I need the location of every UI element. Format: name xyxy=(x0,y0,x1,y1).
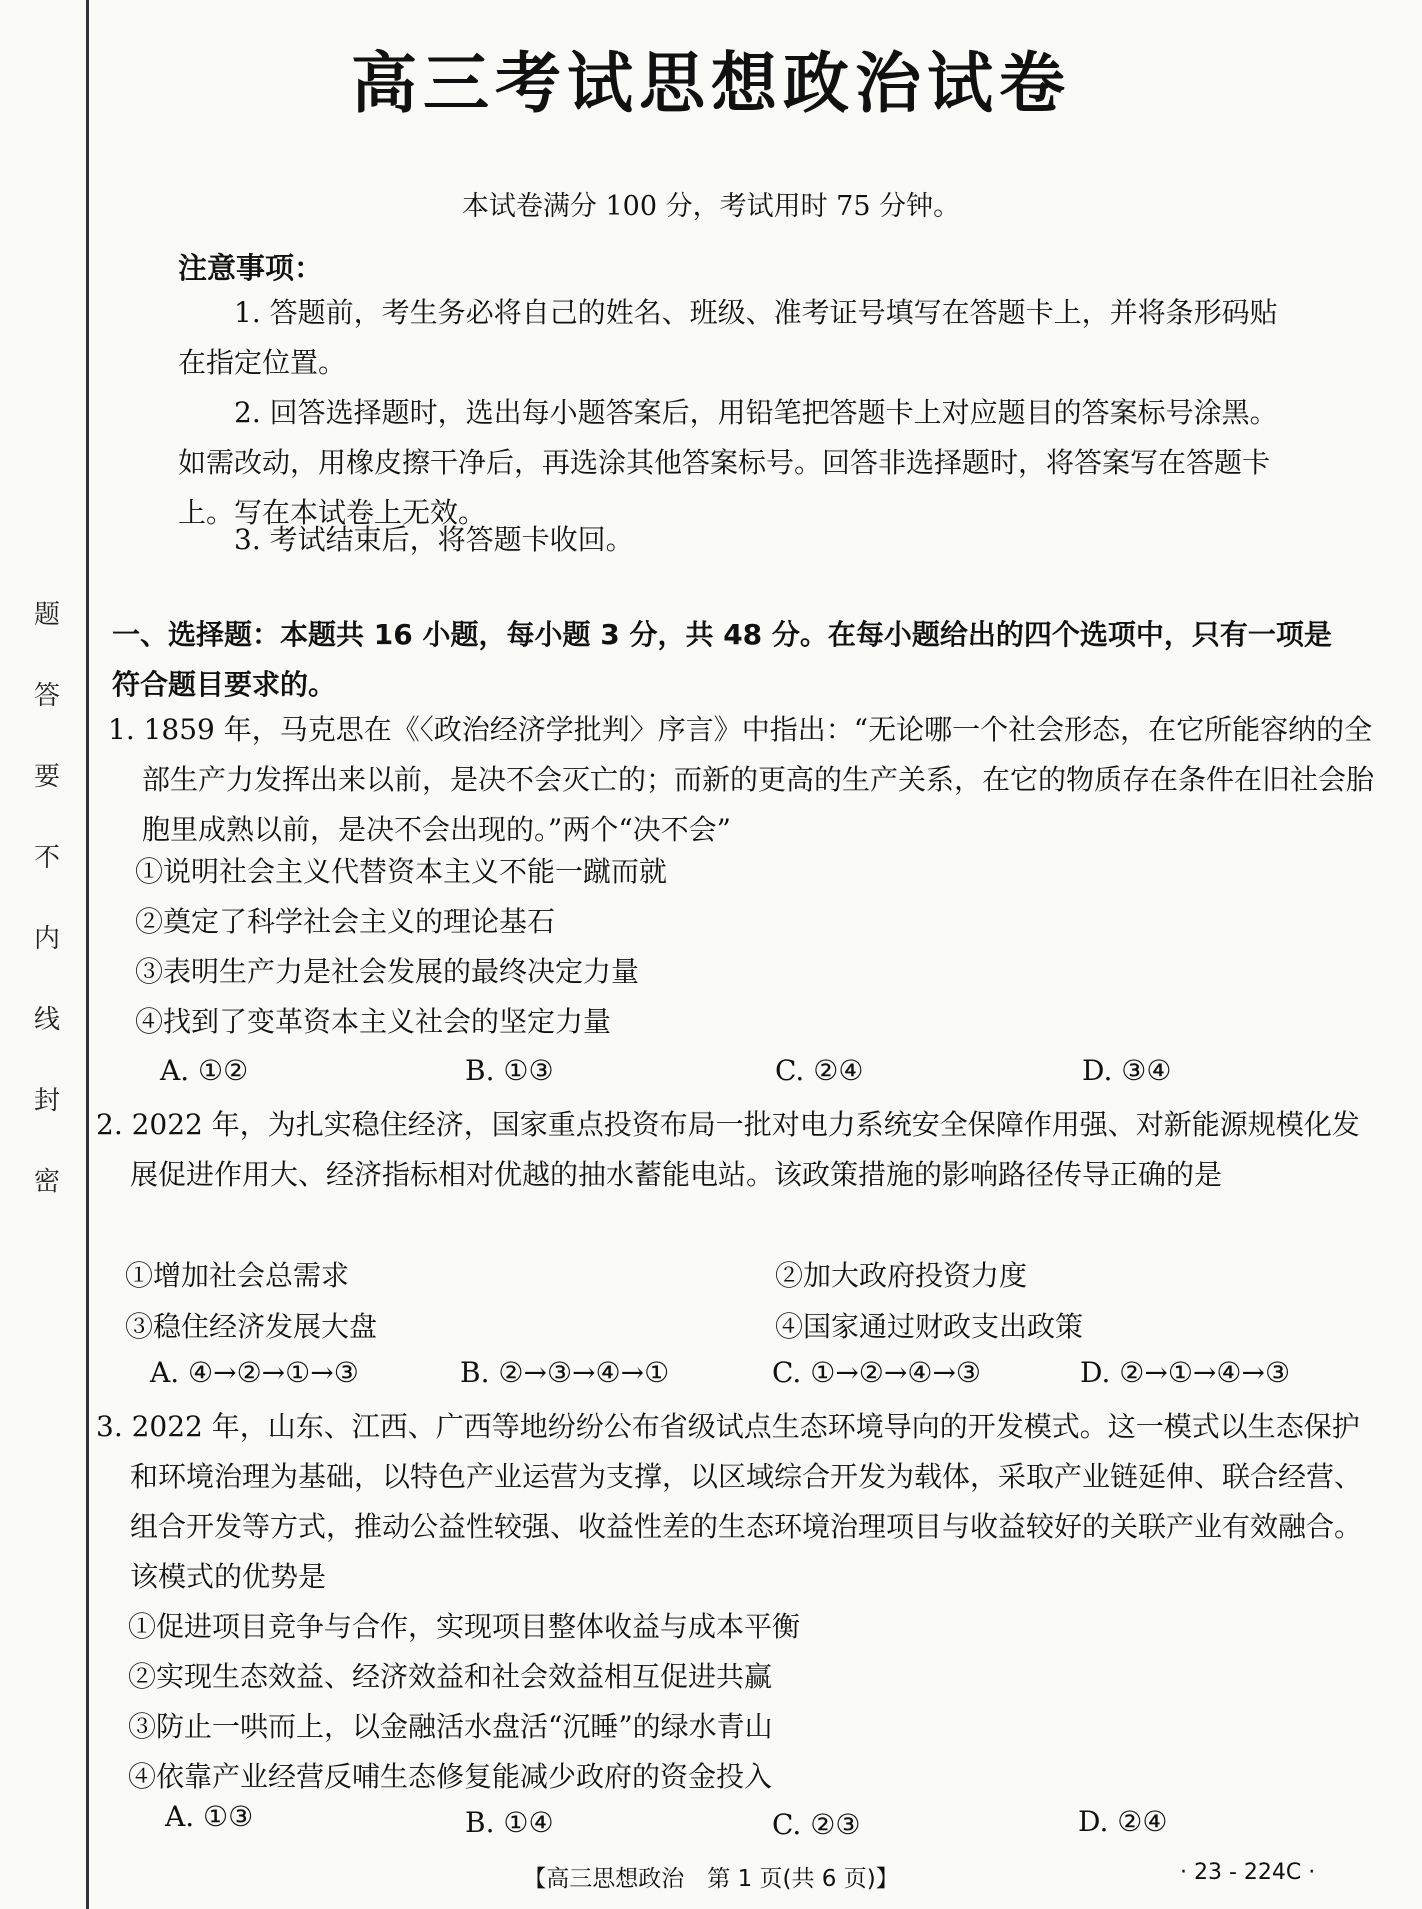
answer-choice: B. ①③ xyxy=(465,1054,554,1087)
binding-char: 封 xyxy=(33,1086,60,1116)
question-option: ②奠定了科学社会主义的理论基石 xyxy=(135,905,556,938)
question-stem: 3. 2022 年，山东、江西、广西等地纷纷公布省级试点生态环境导向的开发模式。这一模式以生态保护和环境治理为基础，以特色产业运营为支撑，以区域综合开发为载体，采取产业链延伸、联合经营、组合开发等方式，推动公益性较强、收益性差的生态环境治理项目与收益较好的关联产业有效融合。该模式的优势是 xyxy=(96,1410,1363,1593)
note-item: 2. 回答选择题时，选出每小题答案后，用铅笔把答题卡上对应题目的答案标号涂黑。如需改动，用橡皮擦干净后，再选涂其他答案标号。回答非选择题时，将答案写在答题卡上。写在本试卷上无效。 xyxy=(178,396,1278,529)
notes-heading: 注意事项： xyxy=(178,251,324,285)
binding-char: 答 xyxy=(33,681,60,711)
answer-choice: A. ④→②→①→③ xyxy=(150,1356,359,1389)
binding-char: 线 xyxy=(33,1005,60,1035)
exam-info: 本试卷满分 100 分，考试用时 75 分钟。 xyxy=(461,191,961,222)
binding-char: 内 xyxy=(33,924,60,954)
answer-choice: B. ②→③→④→① xyxy=(460,1356,670,1389)
question-stem: 1. 1859 年，马克思在《〈政治经济学批判〉序言》中指出：“无论哪一个社会形态，在它所能容纳的全部生产力发挥出来以前，是决不会灭亡的；而新的更高的生产关系，在它的物质存在条件在旧社会胎胞里成熟以前，是决不会出现的。”两个“决不会” xyxy=(108,713,1375,846)
page-footer: 【高三思想政治 第 1 页(共 6 页)】 xyxy=(523,1866,899,1892)
question-option: ④依靠产业经营反哺生态修复能减少政府的资金投入 xyxy=(128,1760,773,1793)
question-option: ③防止一哄而上，以金融活水盘活“沉睡”的绿水青山 xyxy=(128,1710,773,1743)
question-option: ①说明社会主义代替资本主义不能一蹴而就 xyxy=(135,855,668,888)
question-option: ④找到了变革资本主义社会的坚定力量 xyxy=(135,1005,612,1038)
answer-choice: D. ③④ xyxy=(1082,1054,1172,1087)
binding-char: 不 xyxy=(33,843,60,873)
binding-line xyxy=(86,0,89,1909)
binding-char: 题 xyxy=(33,600,60,630)
answer-choice: D. ②→①→④→③ xyxy=(1080,1356,1291,1389)
answer-choice: C. ①→②→④→③ xyxy=(772,1356,982,1389)
answer-choice: D. ②④ xyxy=(1078,1805,1168,1838)
question-option: ②实现生态效益、经济效益和社会效益相互促进共赢 xyxy=(128,1660,773,1693)
question-option: ③表明生产力是社会发展的最终决定力量 xyxy=(135,955,640,988)
binding-char: 密 xyxy=(33,1167,60,1197)
question-stem: 2. 2022 年，为扎实稳住经济，国家重点投资布局一批对电力系统安全保障作用强、对新能源规模化发展促进作用大、经济指标相对优越的抽水蓄能电站。该政策措施的影响路径传导正确的是 xyxy=(96,1108,1360,1191)
answer-choice: B. ①④ xyxy=(465,1806,554,1839)
binding-margin-text xyxy=(22,575,72,1223)
note-item: 3. 考试结束后，将答题卡收回。 xyxy=(234,523,634,556)
question-option: ②加大政府投资力度 xyxy=(775,1259,1028,1292)
answer-choice: C. ②③ xyxy=(772,1808,861,1841)
binding-char: 要 xyxy=(33,762,60,792)
question-option: ①促进项目竞争与合作，实现项目整体收益与成本平衡 xyxy=(128,1610,801,1643)
question-option: ④国家通过财政支出政策 xyxy=(775,1310,1084,1343)
answer-choice: A. ①③ xyxy=(165,1800,254,1833)
paper-code: · 23 - 224C · xyxy=(1180,1860,1316,1885)
question-option: ①增加社会总需求 xyxy=(125,1259,350,1292)
section-heading: 一、选择题：本题共 16 小题，每小题 3 分，共 48 分。在每小题给出的四个选项中，只有一项是符合题目要求的。 xyxy=(112,618,1332,701)
answer-choice: A. ①② xyxy=(160,1054,249,1087)
question-option: ③稳住经济发展大盘 xyxy=(125,1310,378,1343)
note-item: 1. 答题前，考生务必将自己的姓名、班级、准考证号填写在答题卡上，并将条形码贴在指定位置。 xyxy=(178,296,1278,379)
page-title: 高三考试思想政治试卷 xyxy=(351,45,1071,122)
answer-choice: C. ②④ xyxy=(775,1054,864,1087)
